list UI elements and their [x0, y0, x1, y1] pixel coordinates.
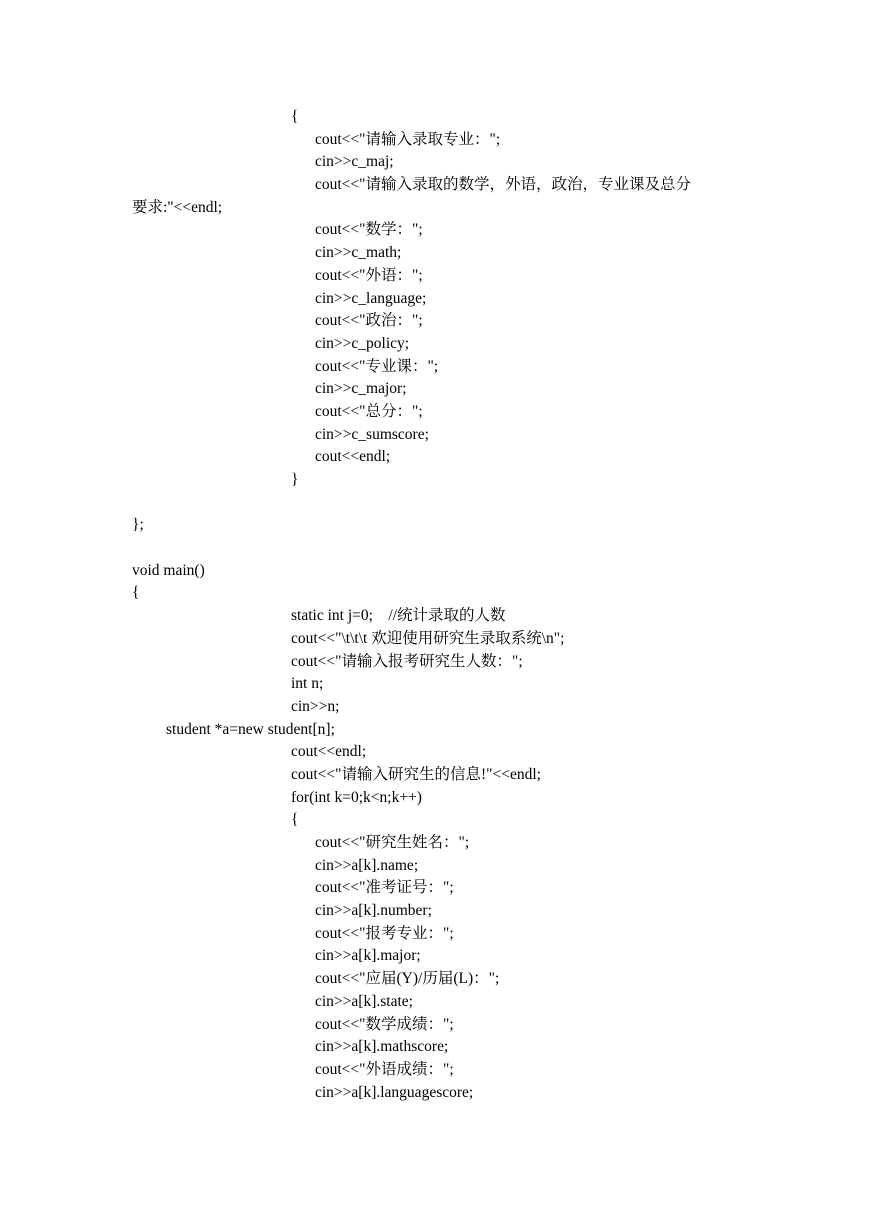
code-line: cin>>c_policy; — [315, 334, 410, 352]
code-line: cout<<"数学："; — [315, 221, 423, 239]
code-line: cin>>c_major; — [315, 380, 407, 398]
code-line: cin>>a[k].mathscore; — [315, 1038, 449, 1056]
code-line: }; — [132, 516, 144, 534]
code-line: static int j=0; //统计录取的人数 — [291, 607, 506, 625]
code-line: cin>>a[k].name; — [315, 856, 419, 874]
code-line: cout<<"政治："; — [315, 312, 423, 330]
code-line: cin>>c_math; — [315, 244, 402, 262]
code-line: cout<<endl; — [315, 448, 391, 466]
code-listing — [0, 106, 869, 1104]
code-line: cout<<"准考证号："; — [315, 879, 454, 897]
code-line: cout<<"研究生姓名："; — [315, 834, 470, 851]
code-line: cout<<"请输入报考研究生人数："; — [291, 652, 523, 670]
code-line: cout<<"请输入录取专业："; — [315, 130, 501, 148]
code-line: { — [291, 811, 299, 829]
code-line: cout<<"外语成绩："; — [315, 1060, 454, 1078]
code-line: void main() — [132, 561, 205, 579]
code-line: for(int k=0;k<n;k++) — [291, 788, 422, 806]
code-line: cin>>c_sumscore; — [315, 425, 429, 443]
code-line: cin>>a[k].major; — [315, 947, 421, 965]
code-line: cout<<"应届(Y)/历届(L)："; — [315, 970, 500, 988]
code-line: cin>>n; — [291, 697, 340, 715]
code-line: { — [132, 584, 140, 602]
code-line: cin>>a[k].state; — [315, 992, 413, 1010]
code-line: cout<<endl; — [291, 743, 367, 761]
code-line: int n; — [291, 675, 324, 693]
code-line: 要求:"<<endl; — [132, 198, 223, 216]
code-line: cout<<"请输入录取的数学，外语，政治，专业课及总分 — [315, 176, 691, 194]
code-line: cin>>c_language; — [315, 289, 427, 307]
code-line: cout<<"专业课："; — [315, 357, 439, 375]
code-line — [0, 492, 869, 515]
code-line: cout<<"\t\t\t 欢迎使用研究生录取系统\n"; — [291, 629, 565, 647]
code-line: cout<<"报考专业："; — [315, 924, 454, 942]
code-line: cin>>a[k].languagescore; — [315, 1083, 474, 1101]
code-line: cout<<"外语："; — [315, 266, 423, 284]
code-line: student *a=new student[n]; — [166, 720, 335, 738]
code-line: { — [291, 108, 299, 125]
code-line: cout<<"总分："; — [315, 402, 423, 420]
code-line — [0, 537, 869, 560]
code-line: cin>>a[k].number; — [315, 902, 432, 920]
code-line: cout<<"数学成绩："; — [315, 1015, 454, 1033]
code-line: cin>>c_maj; — [315, 153, 394, 171]
code-line: } — [291, 471, 299, 488]
code-line: cout<<"请输入研究生的信息!"<<endl; — [291, 765, 541, 783]
